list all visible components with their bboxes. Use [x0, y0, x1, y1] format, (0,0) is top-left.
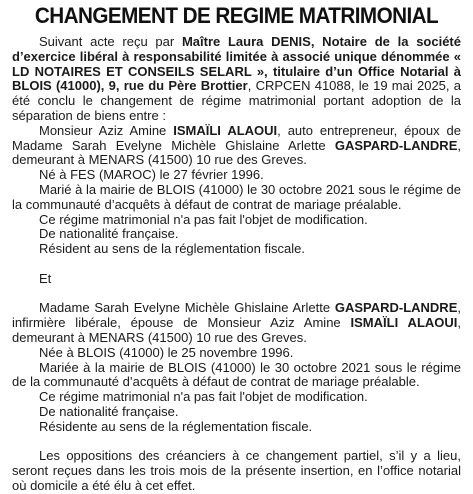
spouse1-identity	[12, 124, 461, 168]
spouse2-middle: , infirmière libérale, épouse de Monsieur Aziz Amine	[12, 300, 461, 331]
spouse2-nationality: De nationalité française.	[39, 403, 179, 419]
spouse2-surname: GASPARD-LANDRE	[334, 300, 458, 316]
spouse1-suffix: , demeurant à MENARS (41500) 10 rue des Greves.	[12, 137, 461, 168]
notice-title: CHANGEMENT DE REGIME MATRIMONIAL	[34, 3, 439, 28]
spouse2-marriage: Mariée à la mairie de BLOIS (41000) le 30 octobre 2021 sous le régime de la communauté d’acquêts à défaut de contrat de mariage préalable.	[12, 359, 461, 390]
spacer	[12, 257, 461, 272]
intro-paragraph	[12, 35, 461, 124]
spouse1-partner-surname: GASPARD-LANDRE	[334, 137, 458, 153]
conjunction: Et	[39, 270, 52, 286]
spouse2-residence: Résidente au sens de la réglementation fiscale.	[39, 418, 313, 434]
spouse1-prefix: Monsieur Aziz Amine	[39, 122, 174, 138]
spacer	[12, 287, 461, 302]
spouse1-marriage: Marié à la mairie de BLOIS (41000) le 30 octobre 2021 sous le régime de la communauté d’acquêts à défaut de contrat de mariage préalable.	[12, 181, 462, 212]
spouse2-no-change: Ce régime matrimonial n'a pas fait l'objet de modification.	[39, 389, 368, 405]
intro-prefix: Suivant acte reçu par	[39, 34, 182, 49]
spouse1-birth: Né à FES (MAROC) le 27 février 1996.	[39, 167, 264, 183]
spouse1-surname: ISMAÏLI ALAOUI	[173, 122, 278, 138]
spouse1-no-change: Ce régime matrimonial n'a pas fait l'objet de modification.	[39, 211, 368, 227]
legal-notice	[12, 0, 461, 494]
spouse1-residence: Résident au sens de la réglementation fiscale.	[39, 241, 305, 257]
spacer	[12, 435, 461, 450]
spouse2-identity	[12, 301, 461, 345]
spouse1-nationality: De nationalité française.	[39, 226, 179, 242]
intro-suffix: , CRPCEN 41088, le 19 mai 2025, a été conclu le changement de régime matrimonial portant adoption de la séparation de biens entre :	[12, 78, 461, 123]
oppositions-paragraph: Les oppositions des créanciers à ce changement partiel, s’il y a lieu, seront reçues dans les trois mois de la présente insertion, en l’office notarial où domicile a été élu à cet effet.	[12, 448, 461, 493]
spouse2-prefix: Madame Sarah Evelyne Michèle Ghislaine Arlette	[39, 300, 335, 316]
spouse2-suffix: , demeurant à MENARS (41500) 10 rue des Greves.	[12, 315, 462, 345]
spouse1-middle: , auto entrepreneur, époux de Madame Sarah Evelyne Michèle Ghislaine Arlette	[12, 122, 461, 153]
spouse2-partner-surname: ISMAÏLI ALAOUI	[350, 315, 458, 331]
spouse2-birth: Née à BLOIS (41000) le 25 novembre 1996.	[39, 344, 294, 360]
notary-details: Maître Laura DENIS, Notaire de la société d’exercice libéral à responsabilité limitée à associé unique dénommée « LD NOTAIRES ET CONSEILS SELARL », titulaire d’un Office Notarial à BLOIS (41000), 9, rue du Père Brottier	[12, 34, 461, 94]
